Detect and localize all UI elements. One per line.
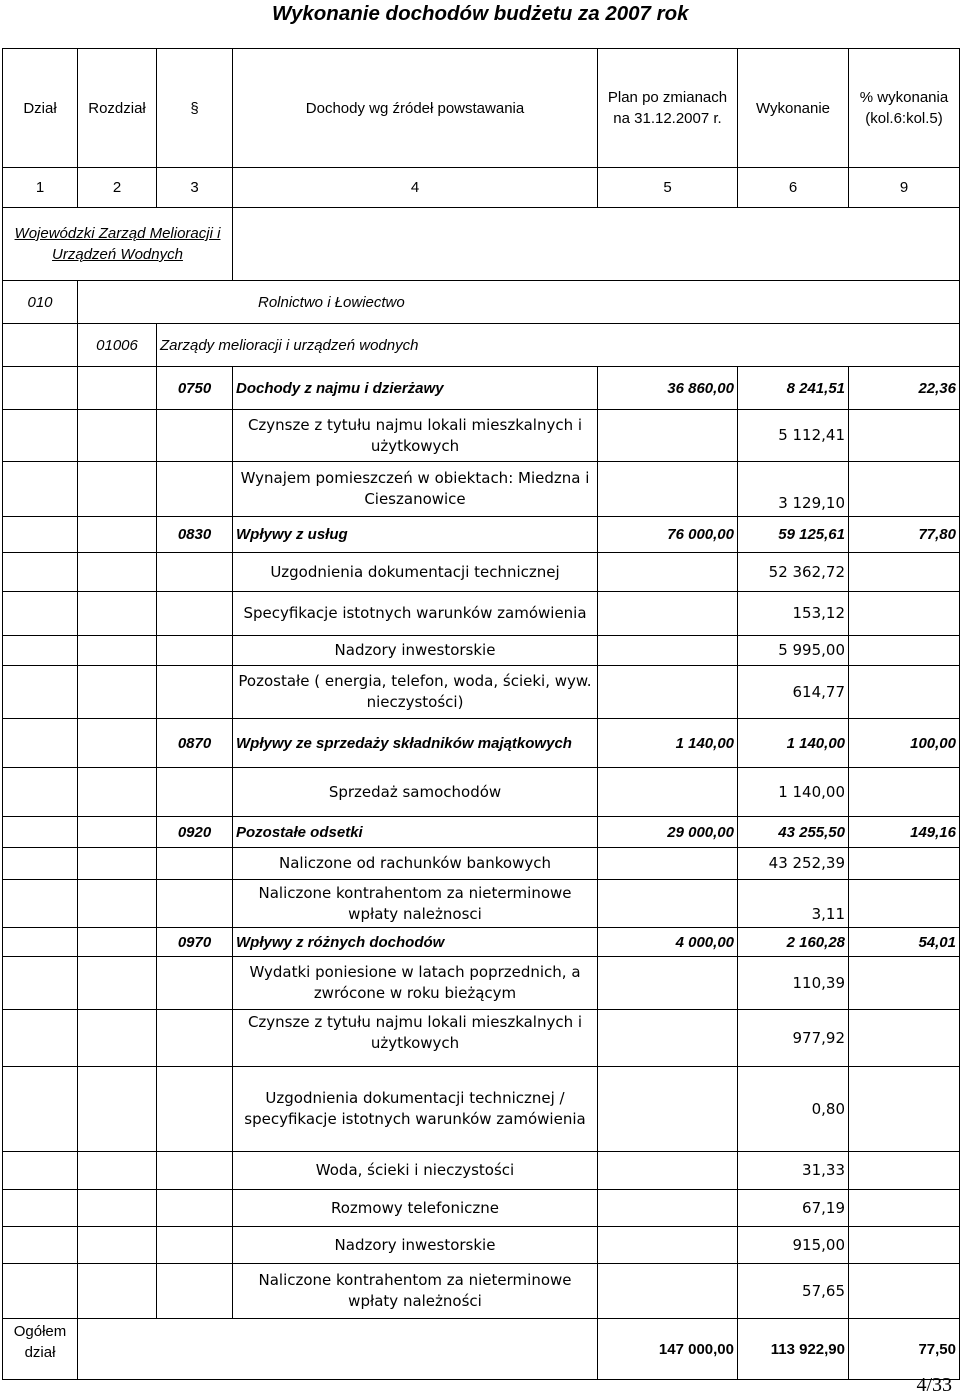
header-row [3, 49, 960, 168]
detail-name: Sprzedaż samochodów [233, 768, 598, 817]
paragraph-procent: 149,16 [849, 817, 960, 848]
institution-blank [233, 208, 960, 281]
detail-name: Naliczone kontrahentom za nieterminowe wpłaty należnosci [233, 880, 598, 928]
header-plan: Plan po zmianach na 31.12.2007 r. [598, 49, 738, 168]
detail-name: Wynajem pomieszczeń w obiektach: Miedzna i Cieszanowice [233, 462, 598, 517]
header-paragraf: § [157, 49, 233, 168]
detail-name: Nadzory inwestorskie [233, 636, 598, 666]
detail-row [3, 1152, 960, 1190]
detail-wykonanie: 5 995,00 [738, 636, 849, 666]
detail-row [3, 1067, 960, 1152]
detail-name: Woda, ścieki i nieczystości [233, 1152, 598, 1190]
detail-row [3, 636, 960, 666]
detail-row [3, 666, 960, 719]
paragraph-row-0970 [3, 928, 960, 957]
detail-name: Pozostałe ( energia, telefon, woda, ścieki, wyw. nieczystości) [233, 666, 598, 719]
total-row [3, 1319, 960, 1380]
paragraph-procent: 77,80 [849, 517, 960, 553]
column-numbers-row [3, 168, 960, 208]
detail-row [3, 1264, 960, 1319]
colnum-3: 3 [157, 168, 233, 208]
dzial-name: Rolnictwo i Łowiectwo [78, 281, 960, 324]
detail-row [3, 462, 960, 517]
title-text: Wykonanie dochodów budżetu za 2007 rok [272, 2, 689, 25]
detail-wykonanie: 1 140,00 [738, 768, 849, 817]
paragraph-row-0870 [3, 719, 960, 768]
detail-name: Nadzory inwestorskie [233, 1227, 598, 1264]
paragraph-plan: 29 000,00 [598, 817, 738, 848]
header-wykonanie: Wykonanie [738, 49, 849, 168]
page-number: 4/33 [916, 1374, 952, 1396]
paragraph-code: 0920 [157, 817, 233, 848]
detail-name: Specyfikacje istotnych warunków zamówienia [233, 592, 598, 636]
detail-wykonanie: 43 252,39 [738, 848, 849, 880]
detail-wykonanie: 52 362,72 [738, 553, 849, 592]
colnum-9: 9 [849, 168, 960, 208]
header-procent: % wykonania (kol.6:kol.5) [849, 49, 960, 168]
paragraph-code: 0750 [157, 367, 233, 410]
paragraph-code: 0970 [157, 928, 233, 957]
detail-wykonanie: 67,19 [738, 1190, 849, 1227]
colnum-5: 5 [598, 168, 738, 208]
dzial-code: 010 [3, 281, 78, 324]
detail-wykonanie: 110,39 [738, 957, 849, 1010]
paragraph-name: Wpływy z usług [233, 517, 598, 553]
colnum-4: 4 [233, 168, 598, 208]
paragraph-row-0830 [3, 517, 960, 553]
detail-row [3, 1190, 960, 1227]
paragraph-name: Pozostałe odsetki [233, 817, 598, 848]
paragraph-plan: 1 140,00 [598, 719, 738, 768]
detail-name: Naliczone kontrahentom za nieterminowe wpłaty należności [233, 1264, 598, 1319]
detail-name: Uzgodnienia dokumentacji technicznej [233, 553, 598, 592]
detail-row [3, 768, 960, 817]
paragraph-wykonanie: 59 125,61 [738, 517, 849, 553]
detail-name: Uzgodnienia dokumentacji technicznej / specyfikacje istotnych warunków zamówienia [233, 1067, 598, 1152]
detail-name: Naliczone od rachunków bankowych [233, 848, 598, 880]
detail-row [3, 848, 960, 880]
colnum-2: 2 [78, 168, 157, 208]
detail-wykonanie: 3 129,10 [738, 462, 849, 517]
paragraph-name: Wpływy z różnych dochodów [233, 928, 598, 957]
revenue-table [2, 48, 960, 1380]
detail-wykonanie: 915,00 [738, 1227, 849, 1264]
detail-name: Czynsze z tytułu najmu lokali mieszkalnych i użytkowych [233, 1010, 598, 1067]
paragraph-wykonanie: 43 255,50 [738, 817, 849, 848]
detail-row [3, 592, 960, 636]
detail-row [3, 1010, 960, 1067]
rozdzial-code: 01006 [78, 324, 157, 367]
institution-row [3, 208, 960, 281]
detail-name: Rozmowy telefoniczne [233, 1190, 598, 1227]
detail-wykonanie: 153,12 [738, 592, 849, 636]
paragraph-wykonanie: 1 140,00 [738, 719, 849, 768]
detail-row [3, 957, 960, 1010]
paragraph-procent: 54,01 [849, 928, 960, 957]
detail-wykonanie: 5 112,41 [738, 410, 849, 462]
paragraph-name: Dochody z najmu i dzierżawy [233, 367, 598, 410]
paragraph-code: 0830 [157, 517, 233, 553]
detail-wykonanie: 31,33 [738, 1152, 849, 1190]
detail-wykonanie: 57,65 [738, 1264, 849, 1319]
detail-wykonanie: 0,80 [738, 1067, 849, 1152]
paragraph-plan: 76 000,00 [598, 517, 738, 553]
total-label: Ogółem dział [3, 1319, 78, 1380]
detail-row [3, 553, 960, 592]
paragraph-wykonanie: 2 160,28 [738, 928, 849, 957]
rozdzial-row [3, 324, 960, 367]
paragraph-name: Wpływy ze sprzedaży składników majątkowych [233, 719, 598, 768]
detail-wykonanie: 977,92 [738, 1010, 849, 1067]
header-rozdzial: Rozdział [78, 49, 157, 168]
paragraph-procent: 22,36 [849, 367, 960, 410]
dzial-row [3, 281, 960, 324]
detail-name: Wydatki poniesione w latach poprzednich, a zwrócone w roku bieżącym [233, 957, 598, 1010]
paragraph-code: 0870 [157, 719, 233, 768]
institution-name: Wojewódzki Zarząd Melioracji i Urządzeń Wodnych [3, 208, 233, 281]
paragraph-wykonanie: 8 241,51 [738, 367, 849, 410]
total-procent: 77,50 [849, 1319, 960, 1380]
detail-wykonanie: 614,77 [738, 666, 849, 719]
detail-name: Czynsze z tytułu najmu lokali mieszkalnych i użytkowych [233, 410, 598, 462]
rozdzial-name: Zarządy melioracji i urządzeń wodnych [157, 324, 960, 367]
header-dzial: Dział [3, 49, 78, 168]
detail-row [3, 1227, 960, 1264]
detail-row [3, 410, 960, 462]
colnum-6: 6 [738, 168, 849, 208]
paragraph-row-0920 [3, 817, 960, 848]
colnum-1: 1 [3, 168, 78, 208]
total-wykonanie: 113 922,90 [738, 1319, 849, 1380]
total-plan: 147 000,00 [598, 1319, 738, 1380]
paragraph-procent: 100,00 [849, 719, 960, 768]
paragraph-plan: 4 000,00 [598, 928, 738, 957]
detail-row [3, 880, 960, 928]
detail-wykonanie: 3,11 [738, 880, 849, 928]
header-zrodla: Dochody wg źródeł powstawania [233, 49, 598, 168]
paragraph-plan: 36 860,00 [598, 367, 738, 410]
paragraph-row-0750 [3, 367, 960, 410]
